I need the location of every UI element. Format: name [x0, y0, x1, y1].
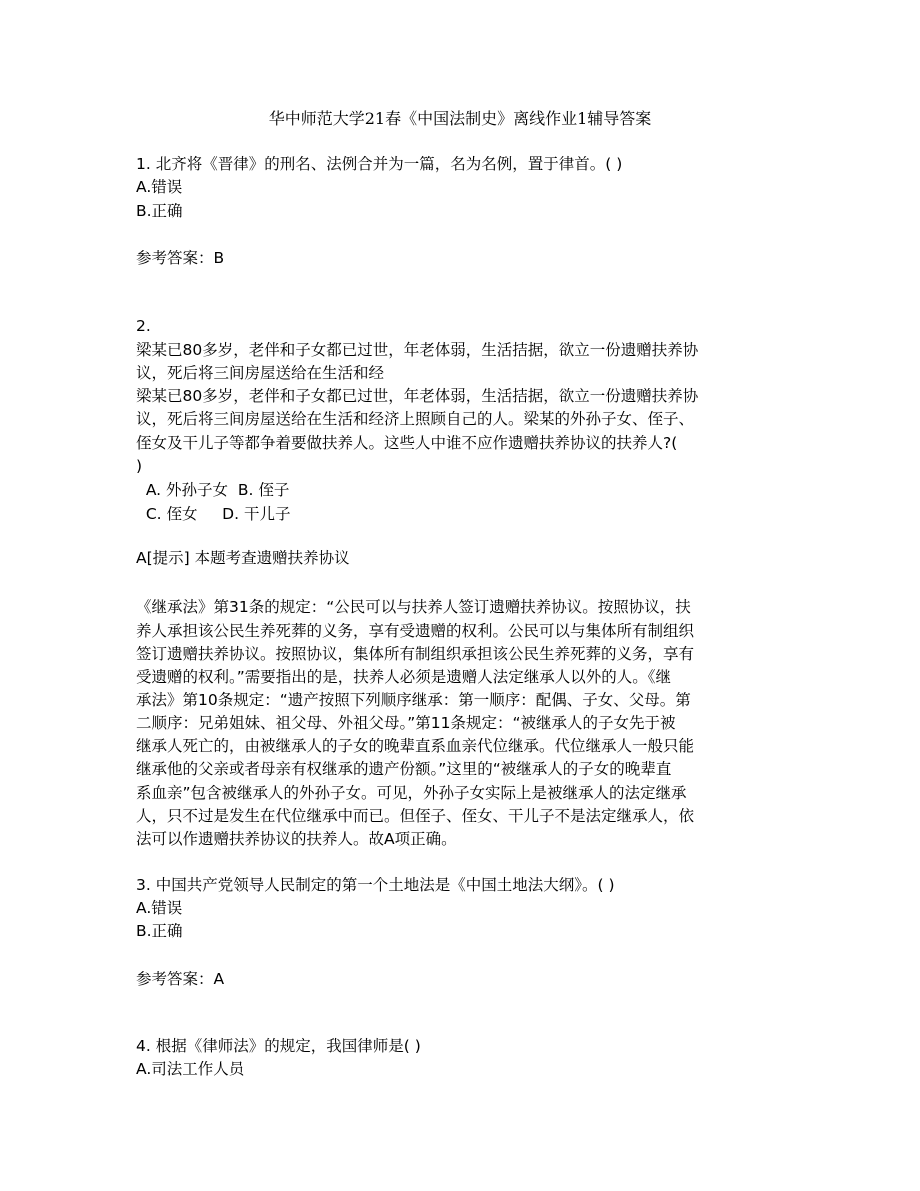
q2-stem-3: 侄女及干儿子等都争着要做扶养人。这些人中谁不应作遗赠扶养协议的扶养人?(	[136, 434, 678, 452]
q2-number: 2.	[136, 317, 151, 335]
q1-question: 1. 北齐将《晋律》的刑名、法例合并为一篇，名为名例，置于律首。( )	[136, 155, 623, 173]
q2-hint: A[提示] 本题考查遗赠扶养协议	[136, 549, 350, 567]
q3-option-a: A.错误	[136, 899, 183, 917]
q2-stem-4: )	[136, 457, 143, 475]
q2-explanation-line: 系血亲”包含被继承人的外孙子女。可见，外孙子女实际上是被继承人的法定继承	[136, 784, 687, 802]
q3-question: 3. 中国共产党领导人民制定的第一个土地法是《中国土地法大纲》。( )	[136, 876, 615, 894]
q2-explanation-line: 养人承担该公民生养死葬的义务，享有受遗赠的权利。公民可以与集体所有制组织	[136, 622, 695, 640]
q4-question: 4. 根据《律师法》的规定，我国律师是( )	[136, 1037, 421, 1055]
q2-explanation-line: 继承人死亡的，由被继承人的子女的晚辈直系血亲代位继承。代位继承人一般只能	[136, 737, 695, 755]
q1-option-b: B.正确	[136, 202, 183, 220]
q2-explanation-line: 承法》第10条规定：“遗产按照下列顺序继承：第一顺序：配偶、子女、父母。第	[136, 691, 691, 709]
q2-explanation-line: 受遗赠的权利。”需要指出的是，扶养人必须是遗赠人法定继承人以外的人。《继	[136, 668, 672, 686]
q2-stem-short-1: 梁某已80多岁，老伴和子女都已过世，年老体弱，生活拮据，欲立一份遗赠扶养协	[136, 341, 699, 359]
q1-option-a: A.错误	[136, 178, 183, 196]
q2-explanation-line: 《继承法》第31条的规定：“公民可以与扶养人签订遗赠扶养协议。按照协议，扶	[136, 598, 691, 616]
q1-answer: 参考答案：B	[136, 249, 225, 267]
q2-explanation-line: 二顺序：兄弟姐妹、祖父母、外祖父母。”第11条规定：“被继承人的子女先于被	[136, 714, 676, 732]
q4-option-a: A.司法工作人员	[136, 1060, 245, 1078]
q2-explanation-line: 法可以作遗赠扶养协议的扶养人。故A项正确。	[136, 830, 457, 848]
q2-options-2: C. 侄女 D. 干儿子	[136, 505, 291, 523]
q3-answer: 参考答案：A	[136, 970, 225, 988]
q3-option-b: B.正确	[136, 922, 183, 940]
q2-explanation-line: 人，只不过是发生在代位继承中而已。但侄子、侄女、干儿子不是法定继承人，依	[136, 807, 695, 825]
document-title: 华中师范大学21春《中国法制史》离线作业1辅导答案	[268, 109, 652, 128]
q2-explanation-line: 继承他的父亲或者母亲有权继承的遗产份额。”这里的“被继承人的子女的晚辈直	[136, 760, 672, 778]
q2-stem-1: 梁某已80多岁，老伴和子女都已过世，年老体弱，生活拮据，欲立一份遗赠扶养协	[136, 387, 699, 405]
q2-stem-2: 议，死后将三间房屋送给在生活和经济上照顾自己的人。梁某的外孙子女、侄子、	[136, 410, 695, 428]
q2-options-1: A. 外孙子女 B. 侄子	[136, 481, 290, 499]
q2-stem-short-2: 议，死后将三间房屋送给在生活和经	[136, 364, 385, 382]
q2-explanation-line: 签订遗赠扶养协议。按照协议，集体所有制组织承担该公民生养死葬的义务，享有	[136, 645, 695, 663]
